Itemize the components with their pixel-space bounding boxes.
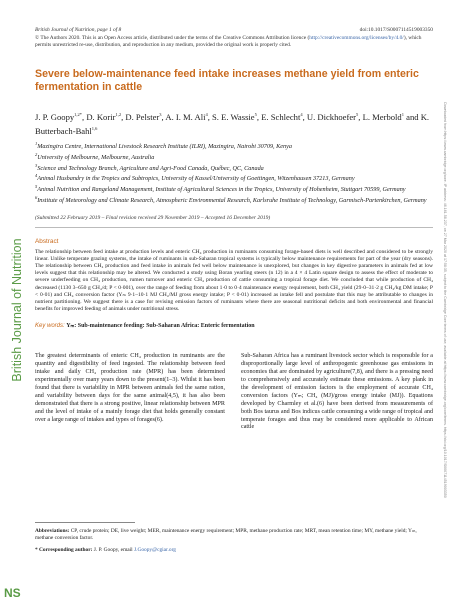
affiliation — [35, 183, 433, 194]
affiliation-number: 3 — [35, 162, 38, 168]
author-affil-sup: 1,2* — [74, 112, 83, 118]
download-strip — [440, 0, 450, 600]
submission-dates: (Submitted 22 February 2019 – Final revision received 29 November 2019 – Accepted 16 December 2019) — [35, 215, 271, 222]
corresponding-author — [35, 547, 433, 554]
author-name: , U. Dickhoefer — [302, 112, 357, 123]
nutrition-society-logo-icon — [4, 586, 26, 598]
footnotes — [35, 522, 433, 554]
journal-sidebar — [0, 0, 30, 600]
article-page — [35, 27, 433, 432]
license-tail: ), which permits unrestricted re-use, distribution, and reproduction in any medium, provided the original work is properly cited. — [35, 35, 422, 48]
affiliation-text: Science and Technology Branch, Agriculture and Agri-Food Canada, Québec, QC, Canada — [37, 164, 264, 172]
affiliation — [35, 140, 433, 151]
author-name: , L. Merbold — [358, 112, 402, 123]
license-statement — [35, 35, 433, 48]
author-affil-sup: 1,2 — [115, 112, 122, 118]
author-affil-sup: 4 — [300, 112, 303, 118]
author-affil-sup: 1 — [401, 112, 404, 118]
affiliation-text: University of Melbourne, Melbourne, Australia — [37, 153, 155, 161]
affiliation — [35, 162, 433, 173]
author-affil-sup: 5 — [254, 112, 257, 118]
corresponding-label: * Corresponding author: — [35, 546, 93, 553]
abbreviations — [35, 528, 433, 542]
running-header — [35, 27, 433, 34]
abstract-text: The relationship between feed intake at production levels and enteric CH₄ production in ruminants consuming forage-based diets is well described and considered to be strongly linear. Unlike temperate grazing systems, the intake of ruminants in sub-Saharan tropical systems is typically below maintenance requirements for part of the year (dry seasons). The relationship between CH₄ production and feed intake in animals fed well below maintenance is unexplored, but changes in key digestive parameters in animals fed at low levels suggest that this relationship may be altered. We conducted a study using Boran yearling steers (n 12) in a 4 × 4 Latin square design to assess the effect of moderate to severe underfeeding on CH₄ production, rumen turnover and enteric CH₄ production of cattle consuming a tropical forage diet. We concluded that while production of CH₄ decreased (1130 3–650 g CH₄/d; P < 0·001), over the range of feeding from about 1·0 to 0·4 maintenance energy requirement, both CH₄ yield (29·0–31·2 g CH₄/kg DM intake; P < 0·01) and CH₄ conversion factor (Yₘ 9·1–10·1 MJ CH₄/MJ gross energy intake; P < 0·01) increased as intake fell and postulate that this may be attributable to changes in nutrient partitioning. We suggest there is a case for revising emission factors of ruminants where there are seasonal nutritional deficits and both environmental and financial benefits for improved feeding of animals under nutritional stress. — [35, 249, 433, 312]
affiliation-number: 1 — [35, 140, 38, 146]
abbreviations-text: CP, crude protein; DE, live weight; MER, maintenance energy requirement; MPR, methane production rate; MRT, mean retention time; MY, methane yield; Yₘ, methane conversion factor. — [35, 528, 417, 541]
author-name: , E. Schlecht — [256, 112, 301, 123]
affiliation-text: Institute of Meteorology and Climate Research, Atmospheric Environmental Research, Karlsruhe Institute of Technology, Garmisch-Partenkirchen, Germany — [37, 197, 427, 205]
divider — [35, 227, 433, 228]
author-name: J. P. Goopy — [35, 112, 75, 123]
corresponding-email-link[interactable]: J.Goopy@cgiar.org — [134, 546, 176, 553]
copyright-text: © The Authors 2020. This is an Open Access article, distributed under the terms of the Creative Commons Attribution licence ( — [35, 35, 310, 41]
author-name: , S. E. Wassie — [207, 112, 255, 123]
affiliation-number: 2 — [35, 151, 38, 157]
author-list — [35, 109, 433, 137]
author-name: , D. Pelster — [121, 112, 160, 123]
abbreviations-label: Abbreviations: — [35, 528, 70, 534]
affiliations — [35, 140, 433, 205]
body-columns — [35, 353, 433, 433]
author-name: , D. Korir — [82, 112, 116, 123]
body-column-right: Sub-Saharan Africa has a ruminant livestock sector which is responsible for a disproportionally large level of anthropogenic greenhouse gas emissions in economies that are dominated by agriculture(7,8), and there is a pressing need to comprehensively and accurately estimate these emissions. A key plank in the development of emission factors is the employment of accurate CH₄ conversion factors (Yₘ; CH₄ (MJ)/gross energy intake (MJ)). Equations developed by Charmley et al.(6) have been derived from measurements of both Bos taurus and Bos indicus cattle consuming a wide range of tropical and temperate forages and thus may be considered more applicable to African cattle — [241, 352, 433, 431]
affiliation-number: 6 — [35, 195, 38, 201]
affiliation-text: Animal Nutrition and Rangeland Management, Institute of Agricultural Sciences in the Tropics, University of Hohenheim, Stuttgart 70599, Germany — [37, 186, 406, 194]
keywords-text: Yₘ: Sub-maintenance feeding: Sub-Saharan Africa: Enteric fermentation — [66, 322, 255, 329]
author-affil-sup: 1,6 — [91, 126, 98, 132]
corresponding-text: J. P. Goopy, email — [92, 546, 134, 553]
abstract-heading: Abstract — [35, 238, 59, 246]
affiliation-text: Mazingira Centre, International Livestock Research Institute (ILRI), Mazingira, Nairobi 30709, Kenya — [37, 142, 292, 150]
affiliation — [35, 151, 433, 162]
keywords — [35, 322, 433, 329]
author-affil-sup: 3 — [159, 112, 162, 118]
license-link[interactable]: http://creativecommons.org/licenses/by/4.0/ — [309, 35, 404, 41]
affiliation-number: 5 — [35, 184, 38, 190]
affiliation — [35, 172, 433, 183]
download-note: Downloaded from https://www.cambridge.org/core. IP address: 46.161.58.237, on 27 Mar 2020 at 17:58:35, subject to the Cambridge Core terms of use, available at https://www.cambridge.org/core/terms. https://doi.org/10.1017/S0007114519003350 — [443, 102, 447, 498]
affiliation — [35, 194, 433, 205]
author-name: , A. I. M. Ali — [161, 112, 206, 123]
sidebar-journal-title: British Journal of Nutrition — [10, 238, 24, 382]
author-name: and K. Butterbach-Bahl — [35, 112, 430, 136]
article-title: Severe below-maintenance feed intake increases methane yield from enteric fermentation in cattle — [35, 68, 419, 94]
running-head: British Journal of Nutrition, page 1 of 8 — [35, 27, 122, 33]
affiliation-text: Animal Husbandry in the Tropics and Subtropics, University of Kassel/University of Goettingen, Witzenhausen 37213, Germany — [37, 175, 355, 183]
author-affil-sup: 4 — [205, 112, 208, 118]
svg-text:NS: NS — [4, 586, 21, 598]
body-column-left: The greatest determinants of enteric CH₄ production in ruminants are the quantity and digestibility of feed ingested. The relationship between feed intake and daily CH₄ production rate (MPR) has been determined experimentally over many years down to the present(1–3). Whilst it has been found that there is variability in MPR between animals fed the same ration, and variability between days for the same animal(4,5), it has also been demonstrated that there is a strong positive, linear relationship between MPR and the level of intake of a mainly forage diet that holds generally constant over a large range of intakes and types of forages(6). — [35, 352, 225, 423]
doi: doi:10.1017/S0007114519003350 — [359, 27, 433, 33]
author-affil-sup: 5 — [356, 112, 359, 118]
keywords-label: Key words: — [35, 322, 65, 329]
footnote-rule — [35, 522, 135, 523]
affiliation-number: 4 — [35, 173, 38, 179]
